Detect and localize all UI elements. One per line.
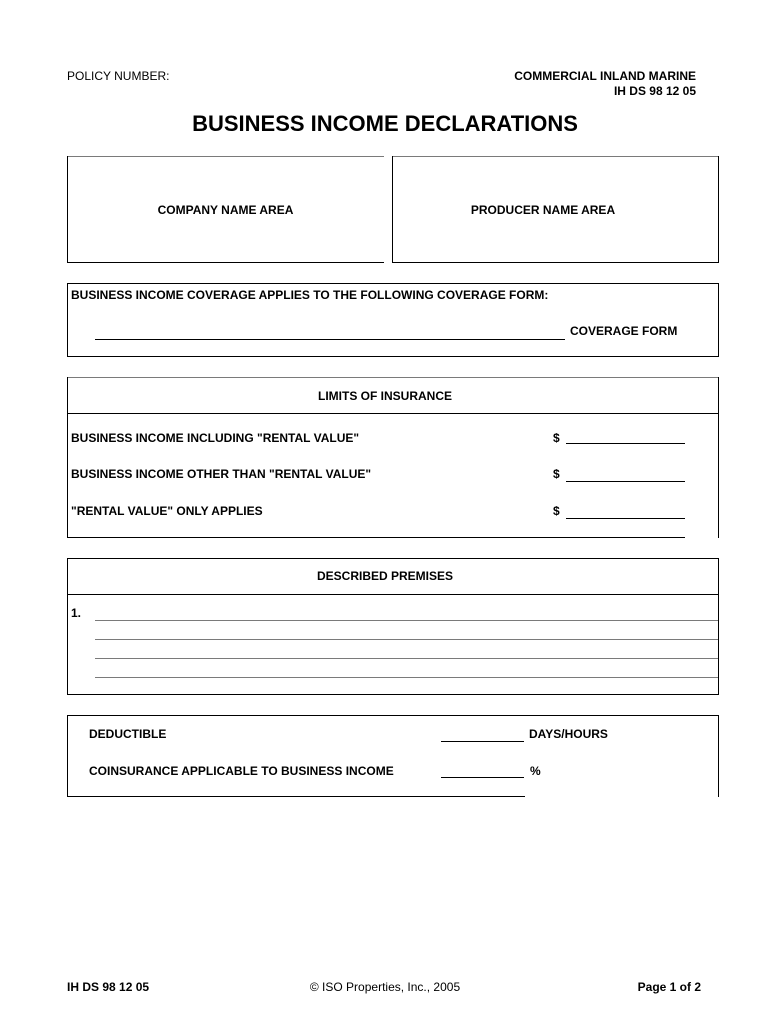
limit-label: "RENTAL VALUE" ONLY APPLIES	[71, 504, 263, 518]
limit-amount-blank[interactable]	[566, 481, 685, 482]
deductible-label: DEDUCTIBLE	[89, 727, 167, 741]
header-form-number: IH DS 98 12 05	[613, 84, 696, 98]
premises-line[interactable]	[95, 639, 718, 640]
limit-amount-blank[interactable]	[566, 518, 685, 519]
deductible-unit: DAYS/HOURS	[529, 727, 608, 741]
coinsurance-blank[interactable]	[441, 777, 524, 778]
footer-form-number: IH DS 98 12 05	[67, 980, 150, 994]
limit-label: BUSINESS INCOME OTHER THAN "RENTAL VALUE"	[71, 467, 372, 481]
limit-amount-blank[interactable]	[566, 443, 685, 444]
limits-heading: LIMITS OF INSURANCE	[318, 389, 452, 403]
coverage-heading: BUSINESS INCOME COVERAGE APPLIES TO THE FOLLOWING COVERAGE FORM:	[71, 288, 549, 302]
policy-number-label: POLICY NUMBER:	[67, 69, 170, 83]
producer-name-area: PRODUCER NAME AREA	[470, 203, 616, 217]
coverage-form-label: COVERAGE FORM	[570, 324, 678, 338]
footer-page-number: Page 1 of 2	[637, 980, 701, 994]
premises-line[interactable]	[95, 620, 718, 621]
currency-symbol: $	[553, 467, 560, 481]
currency-symbol: $	[553, 504, 560, 518]
premises-line[interactable]	[95, 677, 718, 678]
company-name-area: COMPANY NAME AREA	[157, 203, 294, 217]
premises-line[interactable]	[95, 658, 718, 659]
line-of-business: COMMERCIAL INLAND MARINE	[514, 69, 696, 83]
page-title: BUSINESS INCOME DECLARATIONS	[192, 111, 578, 136]
footer-copyright: © ISO Properties, Inc., 2005	[309, 980, 461, 994]
premises-heading: DESCRIBED PREMISES	[316, 569, 454, 583]
coverage-form-blank[interactable]	[95, 339, 565, 340]
currency-symbol: $	[553, 431, 560, 445]
deductible-blank[interactable]	[441, 741, 524, 742]
limit-label: BUSINESS INCOME INCLUDING "RENTAL VALUE"	[71, 431, 360, 445]
premises-number: 1.	[71, 606, 82, 620]
coinsurance-unit: %	[530, 764, 541, 778]
coinsurance-label: COINSURANCE APPLICABLE TO BUSINESS INCOME	[89, 764, 394, 778]
